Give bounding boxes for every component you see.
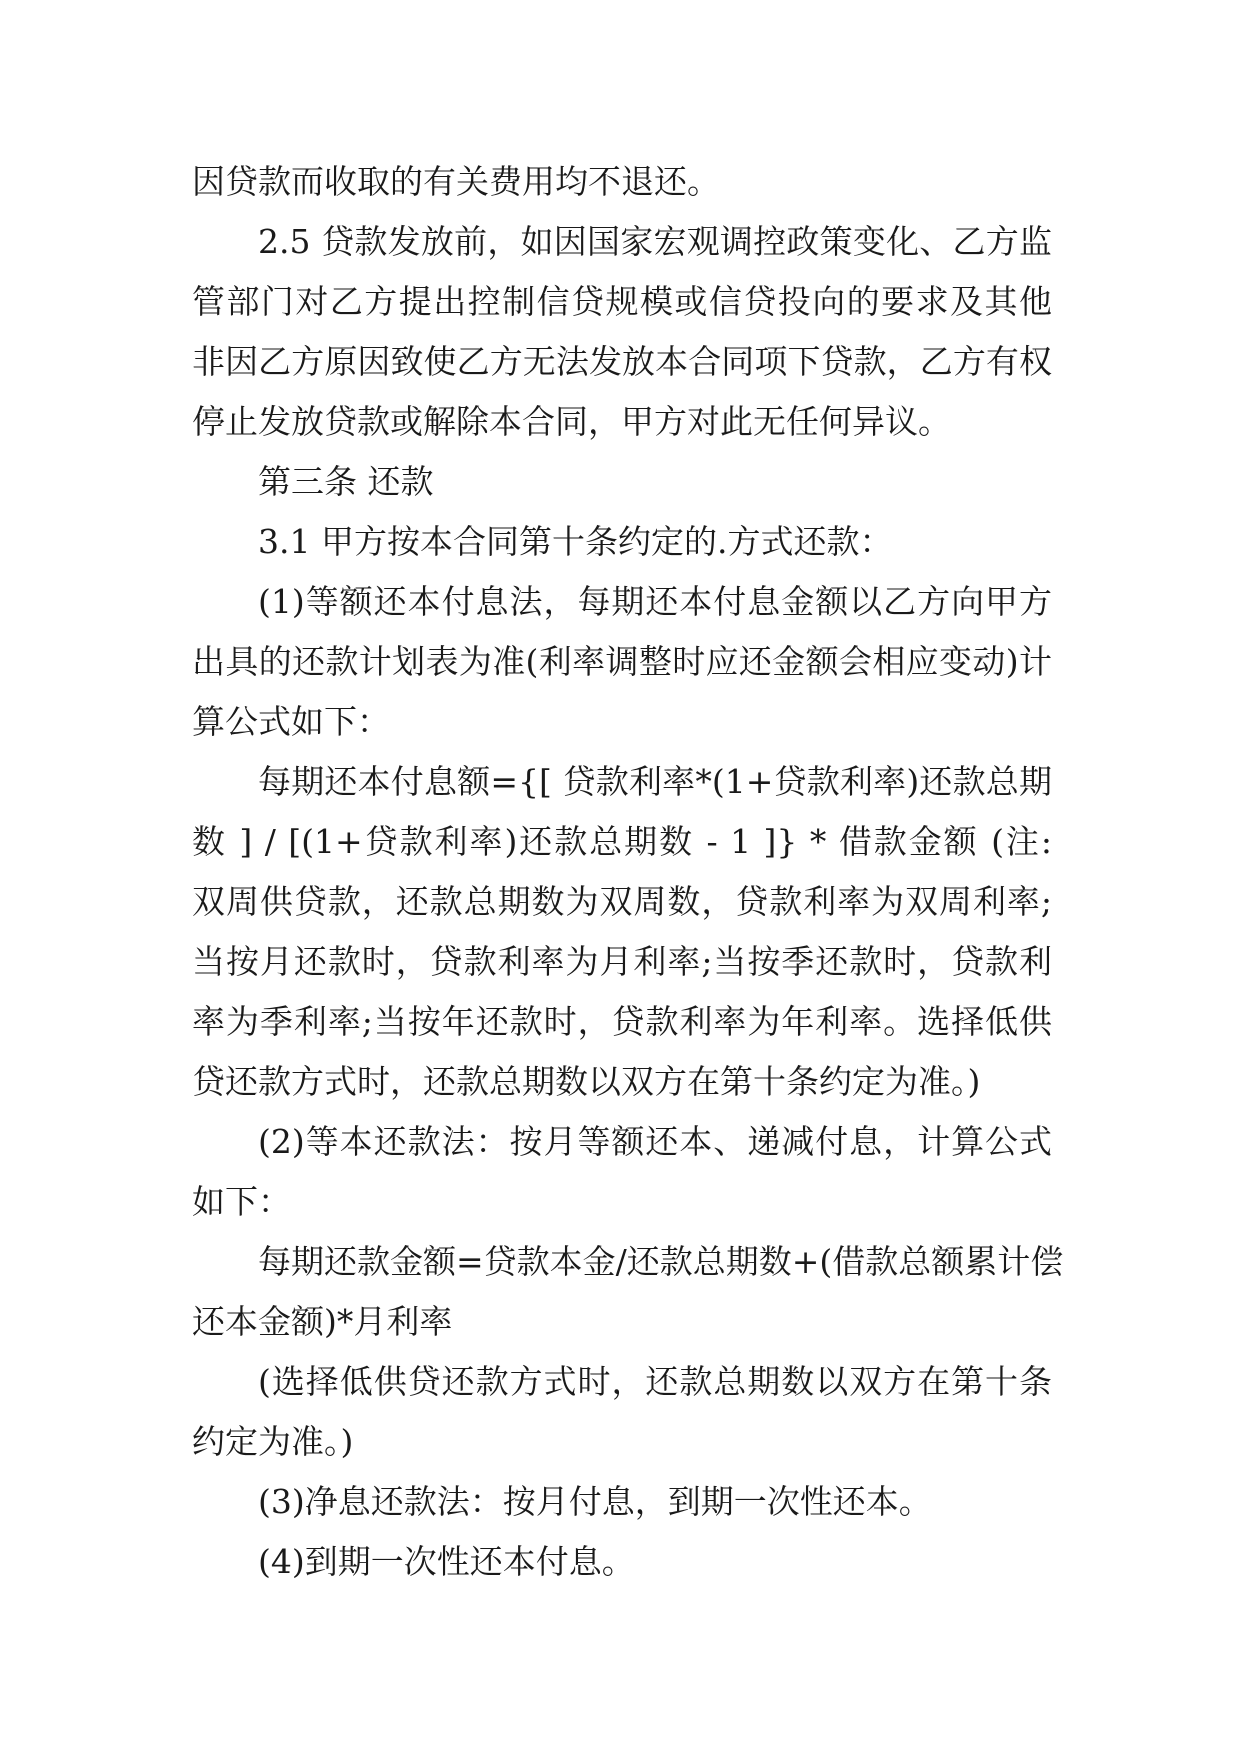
paragraph-line: 数 ] / [(1+贷款利率)还款总期数 - 1 ]} * 借款金额 (注:	[192, 822, 1052, 861]
paragraph-line: 非因乙方原因致使乙方无法发放本合同项下贷款，乙方有权	[192, 342, 1052, 381]
contract-text-body	[192, 152, 1064, 1592]
paragraph-line: 算公式如下：	[192, 702, 390, 741]
paragraph-line: (3)净息还款法：按月付息，到期一次性还本。	[258, 1482, 932, 1521]
paragraph-line: 每期还本付息额={[ 贷款利率*(1+贷款利率)还款总期	[258, 762, 1052, 801]
paragraph-line: 停止发放贷款或解除本合同，甲方对此无任何异议。	[192, 402, 951, 441]
paragraph-line: 双周供贷款，还款总期数为双周数，贷款利率为双周利率;	[192, 882, 1052, 921]
paragraph-line: 因贷款而收取的有关费用均不退还。	[192, 162, 720, 201]
paragraph-line: 管部门对乙方提出控制信贷规模或信贷投向的要求及其他	[192, 282, 1052, 321]
paragraph-line: 当按月还款时，贷款利率为月利率;当按季还款时，贷款利	[192, 942, 1052, 981]
paragraph-line: (选择低供贷还款方式时，还款总期数以双方在第十条	[258, 1362, 1052, 1401]
paragraph-line: 第三条 还款	[258, 462, 434, 501]
paragraph-line: 3.1 甲方按本合同第十条约定的.方式还款：	[258, 522, 893, 561]
paragraph-line: 还本金额)*月利率	[192, 1302, 453, 1341]
paragraph-line: 出具的还款计划表为准(利率调整时应还金额会相应变动)计	[192, 642, 1052, 681]
paragraph-line: (1)等额还本付息法，每期还本付息金额以乙方向甲方	[258, 582, 1052, 621]
paragraph-line: 每期还款金额=贷款本金/还款总期数+(借款总额累计偿	[258, 1242, 1064, 1281]
paragraph-line: 贷还款方式时，还款总期数以双方在第十条约定为准。)	[192, 1062, 981, 1101]
paragraph-line: 率为季利率;当按年还款时，贷款利率为年利率。选择低供	[192, 1002, 1052, 1041]
paragraph-line: 如下：	[192, 1182, 291, 1221]
paragraph-line: (4)到期一次性还本付息。	[258, 1542, 635, 1581]
paragraph-line: 约定为准。)	[192, 1422, 354, 1461]
paragraph-line: (2)等本还款法：按月等额还本、递减付息，计算公式	[258, 1122, 1052, 1161]
paragraph-line: 2.5 贷款发放前，如因国家宏观调控政策变化、乙方监	[258, 222, 1052, 261]
